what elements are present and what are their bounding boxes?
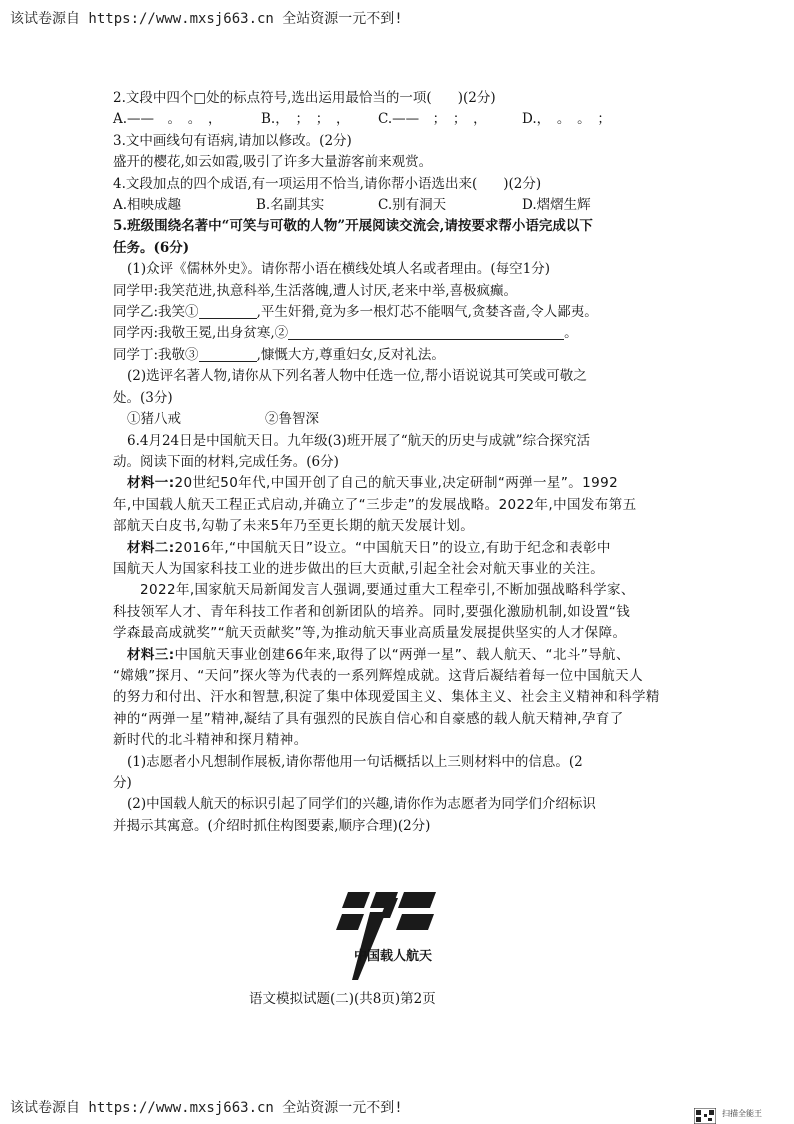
q3-stem: 3.文中画线句有语病,请加以修改。(2分) (113, 132, 352, 149)
q4-stem: 4.文段加点的四个成语,有一项运用不恰当,请你帮小语选出来( )(2分) (113, 175, 542, 192)
q5-stem: 5.班级围绕名著中“可笑与可敬的人物”开展阅读交流会,请按要求帮小语完成以下 (113, 218, 593, 235)
material-3-l2: “嫦娥”探月、“天问”探火等为代表的一系列辉煌成就。这背后凝结着每一位中国航天人 (113, 667, 643, 684)
watermark-bottom: 该试卷源自 https://www.mxsj663.cn 全站资源一元不到! (10, 1100, 403, 1116)
q5-yi: 同学乙:我笑① ,平生奸猾,竟为多一根灯芯不能咽气,贪婪吝啬,令人鄙夷。 (113, 304, 598, 321)
choice-zhubajie: ①猪八戒 (127, 411, 181, 428)
q6-sub2: (2)中国载人航天的标识引起了同学们的兴趣,请你作为志愿者为同学们介绍标识 (127, 796, 596, 813)
material-3: 材料三:中国航天事业创建66年来,取得了以“两弹一星”、载人航天、“北斗”导航、 (127, 646, 630, 663)
material-2-l3: 2022年,国家航天局新闻发言人强调,要通过重大工程牵引,不断加强战略科学家、 (140, 582, 635, 599)
q4-option-d: D.熠熠生辉 (522, 197, 591, 214)
logo-caption: 中国载人航天 (354, 949, 433, 964)
material-3-l3: 的努力和付出、汗水和智慧,积淀了集中体现爱国主义、集体主义、社会主义精神和科学精 (113, 689, 660, 706)
q2-option-c: C.—— ； ； ， (378, 111, 487, 128)
q3-sentence: 盛开的樱花,如云如霞,吸引了许多大量游客前来观赏。 (113, 154, 433, 171)
blank-1 (199, 304, 257, 319)
q6-sub1-cont: 分) (113, 775, 132, 791)
q2-option-a: A.—— 。 。 ， (113, 111, 222, 128)
q5-sub2: (2)选评名著人物,请你从下列名著人物中任选一位,帮小语说说其可笑或可敬之 (127, 368, 587, 385)
page-footer: 语文模拟试题(二)(共8页)第2页 (249, 991, 436, 1007)
q2-option-b: B.， ； ； ， (261, 111, 350, 128)
q5-bing: 同学丙:我敬王冕,出身贫寒,② 。 (113, 325, 578, 342)
scan-badge: 扫描全能王 (722, 1109, 762, 1118)
q5-stem-cont: 任务。(6分) (113, 239, 190, 256)
blank-2 (288, 325, 564, 340)
q6-stem-cont: 动。阅读下面的材料,完成任务。(6分) (113, 453, 339, 470)
q4-option-b: B.名副其实 (256, 197, 325, 214)
q5-choices (113, 409, 673, 430)
q5-jia: 同学甲:我笑范进,执意科举,生活落魄,遭人讨厌,老来中举,喜极疯癫。 (113, 282, 518, 299)
choice-luzhishen: ②鲁智深 (265, 411, 319, 428)
watermark-top: 该试卷源自 https://www.mxsj663.cn 全站资源一元不到! (10, 11, 403, 27)
qr-code-icon (694, 1108, 716, 1124)
q5-sub2-cont: 处。(3分) (113, 389, 173, 406)
q4-options (113, 195, 673, 216)
q2-stem: 2.文段中四个□处的标点符号,选出运用最恰当的一项( )(2分) (113, 90, 496, 106)
q4-option-a: A.相映成趣 (113, 197, 182, 214)
china-manned-space-logo-icon (318, 888, 478, 980)
material-1: 材料一:20世纪50年代,中国开创了自己的航天事业,决定研制“两弹一星”。1992 (127, 475, 619, 492)
q4-option-c: C.别有洞天 (378, 197, 447, 214)
q2-options (113, 109, 673, 130)
q2-option-d: D.， 。 。 ； (522, 111, 611, 128)
document-body (113, 88, 673, 837)
q5-ding: 同学丁:我敬③ ,慷慨大方,尊重妇女,反对礼法。 (113, 346, 445, 363)
q6-sub1: (1)志愿者小凡想制作展板,请你帮他用一句话概括以上三则材料中的信息。(2 (127, 753, 583, 770)
blank-3 (199, 347, 257, 362)
material-1-l3: 部航天白皮书,勾勒了未来5年乃至更长期的航天发展计划。 (113, 518, 475, 535)
material-2-l2: 国航天人为国家科技工业的进步做出的巨大贡献,引起全社会对航天事业的关注。 (113, 560, 605, 577)
material-1-l2: 年,中国载人航天工程正式启动,并确立了“三步走”的发展战略。2022年,中国发布第五 (113, 496, 637, 513)
material-2-l4: 科技领军人才、青年科技工作者和创新团队的培养。同时,要强化激励机制,如设置“钱 (113, 603, 631, 620)
material-3-l5: 新时代的北斗精神和探月精神。 (113, 732, 308, 749)
material-2-l5: 学森最高成就奖”“航天贡献奖”等,为推动航天事业高质量发展提供坚实的人才保障。 (113, 625, 627, 642)
material-3-l4: 神的“两弹一星”精神,凝结了具有强烈的民族自信心和自豪感的载人航天精神,孕育了 (113, 710, 624, 727)
material-2: 材料二:2016年,“中国航天日”设立。“中国航天日”的设立,有助于纪念和表彰中 (127, 539, 611, 556)
q6-sub2-cont: 并揭示其寓意。(介绍时抓住构图要素,顺序合理)(2分) (113, 817, 431, 834)
q6-stem: 6.4月24日是中国航天日。九年级(3)班开展了“航天的历史与成就”综合探究活 (127, 432, 591, 449)
q5-sub1: (1)众评《儒林外史》。请你帮小语在横线处填人名或者理由。(每空1分) (127, 261, 550, 278)
